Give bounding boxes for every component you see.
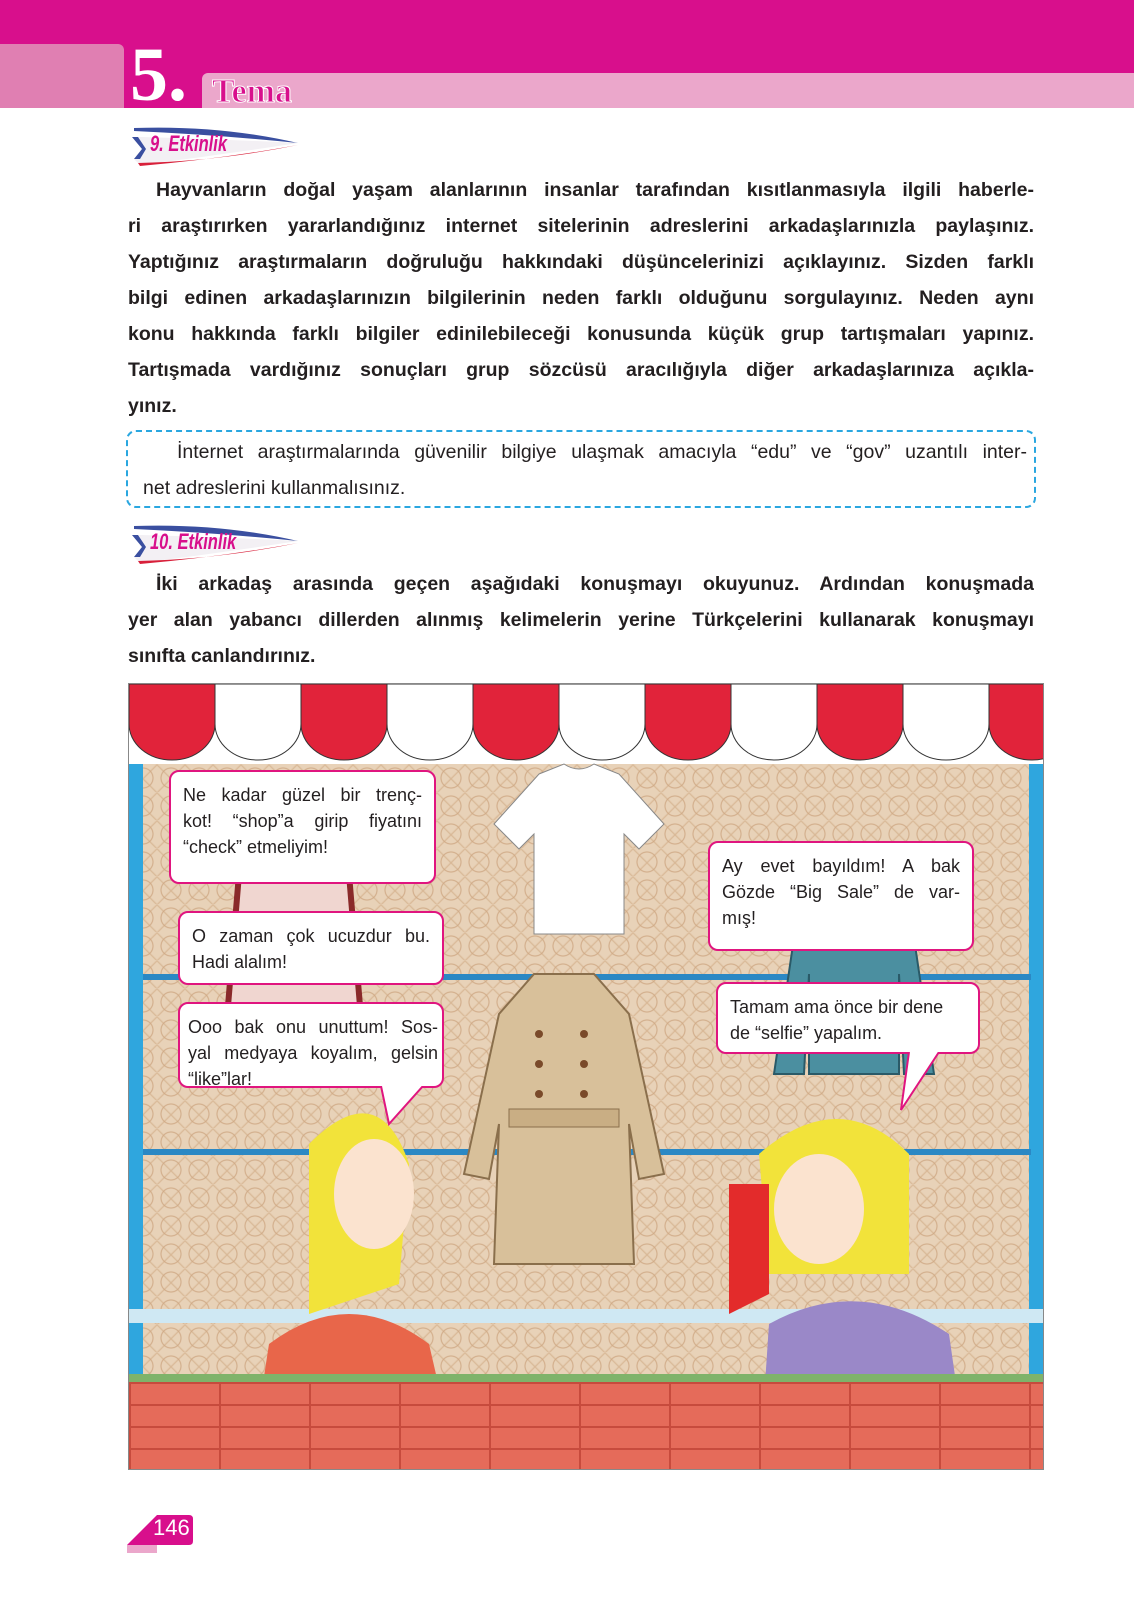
awning-scallop bbox=[645, 684, 731, 760]
speech-bubble-2 bbox=[178, 911, 444, 985]
bubble-line: Hadi alalım! bbox=[192, 952, 288, 972]
text-line: net adreslerini kullanmalısınız. bbox=[143, 477, 406, 499]
window-frame bbox=[129, 764, 143, 1374]
text-line: yınız. bbox=[128, 395, 177, 417]
info-note-text bbox=[143, 434, 1027, 506]
awning-scallop bbox=[731, 684, 817, 760]
page-number-tab bbox=[127, 1513, 195, 1545]
awning-scallop bbox=[473, 684, 559, 760]
awning-scallop bbox=[129, 684, 215, 760]
bubble-line: Tamam ama önce bir dene bbox=[730, 997, 944, 1017]
page-number: 146 bbox=[153, 1515, 190, 1540]
bubble-line: Ne kadar güzel bir trenç- bbox=[183, 785, 422, 805]
text-line: Tartışmada vardığınız sonuçları grup sözcüsü aracılığıyla diğer arkadaşlarınıza açıkla- bbox=[128, 359, 1034, 381]
text-line: yer alan yabancı dillerden alınmış kelimelerin yerine Türkçelerini kullanarak konuşmayı bbox=[128, 609, 1034, 631]
bubble-line: kot! “shop”a girip fiyatını bbox=[183, 811, 422, 831]
bubble-line: Ay evet bayıldım! A bak bbox=[722, 856, 960, 876]
sidewalk-strip bbox=[129, 1374, 1043, 1382]
text-line: konu hakkında farklı bilgiler edinilebileceği konusunda küçük grup tartışmaları yapınız. bbox=[128, 323, 1034, 345]
speech-bubble-1 bbox=[169, 770, 436, 884]
bubble-line: “check” etmeliyim! bbox=[183, 837, 329, 857]
awning-scallop bbox=[989, 684, 1044, 760]
shop-window-illustration bbox=[128, 683, 1044, 1470]
tshirt-icon bbox=[479, 754, 679, 944]
activity-10-text bbox=[128, 566, 1034, 674]
bubble-line: mış! bbox=[722, 908, 756, 928]
awning-scallop bbox=[903, 684, 989, 760]
bubble-tail bbox=[899, 1052, 949, 1112]
bubble-line: “like”lar! bbox=[188, 1069, 253, 1089]
bubble-line: Ooo bak onu unuttum! Sos- bbox=[188, 1017, 438, 1037]
awning-scallop bbox=[215, 684, 301, 760]
bubble-line: Gözde “Big Sale” de var- bbox=[722, 882, 960, 902]
speech-bubble-5 bbox=[716, 982, 980, 1054]
text-line: İnternet araştırmalarında güvenilir bilgiye ulaşmak amacıyla “edu” ve “gov” uzantılı inter- bbox=[177, 441, 1027, 463]
activity-10-banner bbox=[130, 523, 300, 565]
unit-label: Tema bbox=[212, 73, 292, 110]
bubble-line: O zaman çok ucuzdur bu. bbox=[192, 926, 430, 946]
awning-scallop bbox=[559, 684, 645, 760]
text-line: Yaptığınız araştırmaların doğruluğu hakkındaki düşüncelerinizi açıklayınız. Sizden farklı bbox=[128, 251, 1034, 273]
speech-bubble-3 bbox=[178, 1002, 444, 1088]
activity-10-label: 10. Etkinlik bbox=[150, 529, 237, 554]
text-line: ri araştırırken yararlandığınız internet sitelerinin adreslerini arkadaşlarınızla paylaşınız. bbox=[128, 215, 1034, 237]
text-line: İki arkadaş arasında geçen aşağıdaki konuşmayı okuyunuz. Ardından konuşmada bbox=[156, 573, 1034, 595]
awning-stripes-icon bbox=[129, 684, 1044, 764]
activity-9-banner bbox=[130, 125, 300, 167]
awning-scallop bbox=[301, 684, 387, 760]
text-line: bilgi edinen arkadaşlarınızın bilgilerinin neden farklı olduğunu sorgulayınız. Neden aynı bbox=[128, 287, 1034, 309]
brick-wall bbox=[129, 1382, 1043, 1470]
awning-scallop bbox=[387, 684, 473, 760]
unit-number: 5. bbox=[130, 33, 187, 117]
bubble-tail bbox=[379, 1086, 429, 1126]
text-line: Hayvanların doğal yaşam alanlarının insanlar tarafından kısıtlanmasıyla ilgili haberle- bbox=[156, 179, 1034, 201]
activity-9-label: 9. Etkinlik bbox=[150, 131, 228, 156]
bubble-line: de “selfie” yapalım. bbox=[730, 1023, 883, 1043]
header-subbar bbox=[202, 73, 1134, 108]
window-frame bbox=[1029, 764, 1043, 1374]
text-line: sınıfta canlandırınız. bbox=[128, 645, 316, 667]
speech-bubble-4 bbox=[708, 841, 974, 951]
awning bbox=[129, 684, 1043, 764]
bubble-line: yal medyaya koyalım, gelsin bbox=[188, 1043, 438, 1063]
awning-scallop bbox=[817, 684, 903, 760]
header-tab bbox=[0, 44, 124, 108]
activity-9-text bbox=[128, 172, 1034, 424]
